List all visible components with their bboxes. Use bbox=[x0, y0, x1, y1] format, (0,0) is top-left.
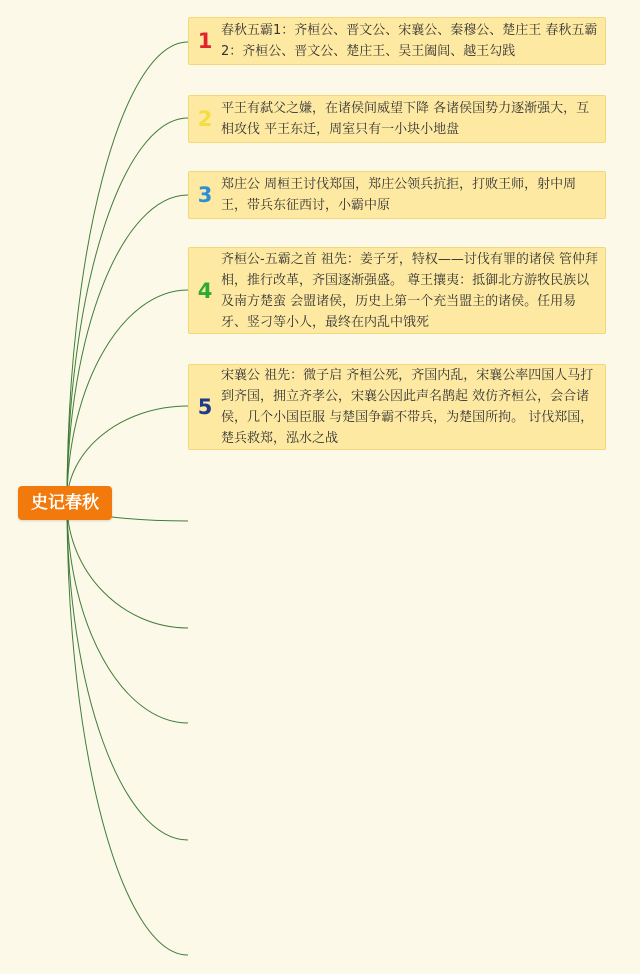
topic-text-4: 齐桓公-五霸之首 祖先：姜子牙，特权——讨伐有罪的诸侯 管仲拜相，推行改革，齐国逐渐强盛。 尊王攘夷：抵御北方游牧民族以及南方楚蛮 会盟诸侯，历史上第一个充当盟主的诸侯。任用易牙、竖刁等小人，最终在内乱中饿死 bbox=[221, 251, 598, 330]
topic-node-1[interactable] bbox=[188, 17, 606, 65]
topic-node-4[interactable] bbox=[188, 247, 606, 334]
branch-line-1 bbox=[67, 42, 188, 503]
topic-node-3[interactable] bbox=[188, 171, 606, 219]
branch-line-9 bbox=[67, 503, 188, 840]
branch-line-3 bbox=[67, 195, 188, 503]
branch-line-7 bbox=[67, 503, 188, 628]
branch-line-2 bbox=[67, 118, 188, 503]
topic-number-3: 3 bbox=[197, 183, 213, 207]
branch-line-8 bbox=[67, 503, 188, 723]
topic-text-1: 春秋五霸1：齐桓公、晋文公、宋襄公、秦穆公、楚庄王 春秋五霸2：齐桓公、晋文公、楚庄王、吴王阖闾、越王勾践 bbox=[221, 23, 598, 59]
topic-number-1: 1 bbox=[197, 29, 213, 53]
topic-number-2: 2 bbox=[197, 107, 213, 131]
topic-node-2[interactable] bbox=[188, 95, 606, 143]
topic-number-4: 4 bbox=[197, 278, 213, 303]
topic-text-5: 宋襄公 祖先：微子启 齐桓公死，齐国内乱，宋襄公率四国人马打到齐国，拥立齐孝公，宋襄公因此声名鹊起 效仿齐桓公，会合诸侯，几个小国臣服 与楚国争霸不带兵，为楚国所拘。 讨伐郑国，楚兵救郑，泓水之战 bbox=[221, 368, 594, 446]
branch-line-10 bbox=[67, 503, 188, 955]
root-topic[interactable]: 史记春秋 bbox=[18, 486, 112, 520]
topic-text-3: 郑庄公 周桓王讨伐郑国，郑庄公领兵抗拒，打败王师，射中周王，带兵东征西讨，小霸中原 bbox=[221, 177, 577, 213]
branch-line-4 bbox=[67, 290, 188, 503]
topic-text-2: 平王有弑父之嫌，在诸侯间威望下降 各诸侯国势力逐渐强大，互相攻伐 平王东迁，周室只有一小块小地盘 bbox=[221, 101, 590, 137]
topic-number-5: 5 bbox=[197, 395, 213, 419]
topic-node-5[interactable] bbox=[188, 364, 606, 450]
